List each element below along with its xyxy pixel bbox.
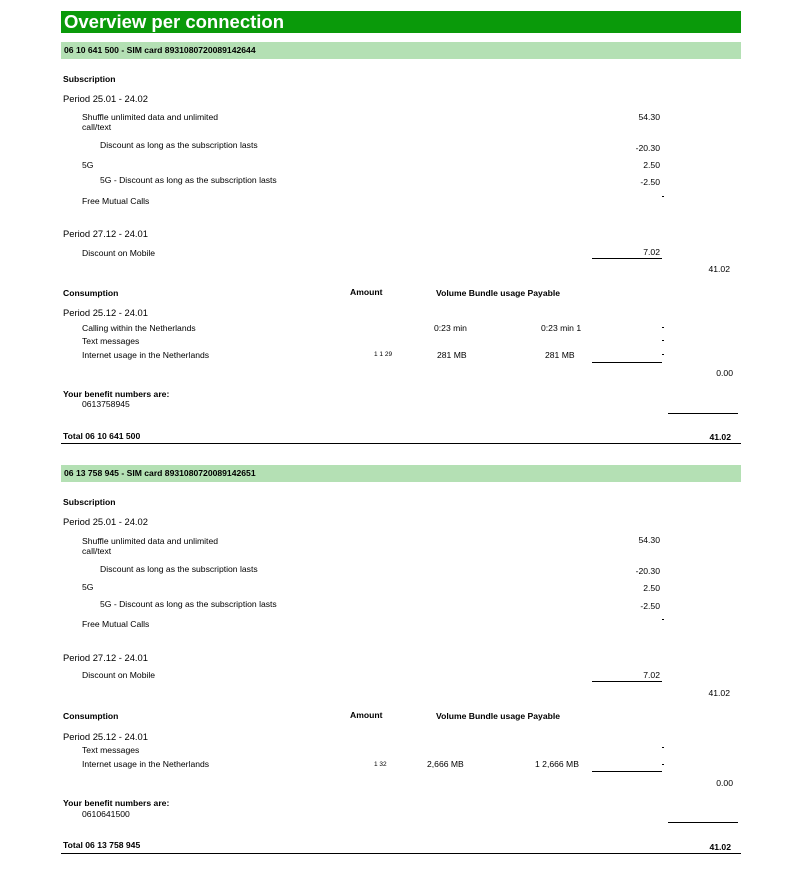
column-volume-header: Volume Bundle usage Payable (436, 711, 561, 721)
dash-mark (662, 619, 664, 620)
dash-mark (662, 747, 664, 748)
overview-title-bar (61, 11, 741, 33)
column-amount-header: Amount (350, 710, 383, 720)
dash-mark (662, 354, 664, 355)
consumption-row-label: Calling within the Netherlands (82, 323, 196, 333)
consumption-period: Period 25.12 - 24.01 (63, 307, 148, 318)
consumption-subtotal: 0.00 (716, 368, 733, 378)
connection-header (61, 465, 741, 482)
connection-total-label: Total 06 10 641 500 (63, 431, 141, 441)
fiveg-discount-amount: -2.50 (640, 177, 660, 187)
mobile-discount-label: Discount on Mobile (82, 248, 156, 258)
consumption-row-label: Internet usage in the Netherlands (82, 350, 210, 360)
consumption-label: Consumption (63, 711, 119, 721)
total-rule (668, 413, 738, 414)
benefit-label: Your benefit numbers are: (63, 798, 170, 808)
consumption-row-bundle: 0:23 min 1 (541, 323, 582, 333)
free-mutual-calls-label: Free Mutual Calls (82, 196, 150, 206)
subscription-item-line2: call/text (82, 122, 112, 132)
column-volume-header: Volume Bundle usage Payable (436, 288, 561, 298)
consumption-row-amount: 1 1 29 (374, 351, 393, 358)
subscription-period: Period 25.01 - 24.02 (63, 93, 148, 104)
column-amount-header: Amount (350, 287, 383, 297)
fiveg-discount-label: 5G - Discount as long as the subscription lasts (100, 599, 277, 609)
connection-total-amount: 41.02 (709, 432, 731, 442)
free-mutual-calls-label: Free Mutual Calls (82, 619, 150, 629)
benefit-number: 0610641500 (82, 809, 130, 819)
subscription-period-2: Period 27.12 - 24.01 (63, 228, 148, 239)
consumption-subtotal: 0.00 (716, 778, 733, 788)
consumption-row-volume: 281 MB (437, 350, 467, 360)
subscription-item-amount: 54.30 (638, 535, 660, 545)
consumption-row-label: Text messages (82, 336, 140, 346)
fiveg-amount: 2.50 (643, 160, 660, 170)
benefit-number: 0613758945 (82, 399, 130, 409)
consumption-row-volume: 2,666 MB (427, 759, 464, 769)
consumption-row-label: Text messages (82, 745, 140, 755)
subscription-item-amount: 54.30 (638, 112, 660, 122)
fiveg-amount: 2.50 (643, 583, 660, 593)
discount-label: Discount as long as the subscription lasts (100, 564, 258, 574)
dash-mark (662, 196, 664, 197)
total-rule (668, 822, 738, 823)
consumption-row-label: Internet usage in the Netherlands (82, 759, 210, 769)
discount-amount: -20.30 (635, 143, 660, 153)
dash-mark (662, 340, 664, 341)
subscription-label: Subscription (63, 497, 116, 507)
connection-total-amount: 41.02 (709, 842, 731, 852)
fiveg-discount-label: 5G - Discount as long as the subscription lasts (100, 175, 277, 185)
mobile-discount-amount: 7.02 (643, 247, 660, 257)
subscription-period: Period 25.01 - 24.02 (63, 516, 148, 527)
subtotal-rule (592, 771, 662, 772)
connection-total-label: Total 06 13 758 945 (63, 840, 141, 850)
connection-header (61, 42, 741, 59)
connection-header-text: 06 10 641 500 - SIM card 8931080720089142644 (64, 45, 256, 55)
subscription-item-line1: Shuffle unlimited data and unlimited (82, 536, 218, 546)
dash-mark (662, 764, 664, 765)
subtotal-rule (592, 362, 662, 363)
fiveg-label: 5G (82, 160, 94, 170)
subscription-item-line2: call/text (82, 546, 112, 556)
mobile-discount-amount: 7.02 (643, 670, 660, 680)
fiveg-discount-amount: -2.50 (640, 601, 660, 611)
discount-label: Discount as long as the subscription lasts (100, 140, 258, 150)
discount-amount: -20.30 (635, 566, 660, 576)
mobile-discount-label: Discount on Mobile (82, 670, 156, 680)
subscription-subtotal: 41.02 (708, 688, 730, 698)
consumption-period: Period 25.12 - 24.01 (63, 731, 148, 742)
benefit-label: Your benefit numbers are: (63, 389, 170, 399)
subscription-item-line1: Shuffle unlimited data and unlimited (82, 112, 218, 122)
subtotal-rule (592, 681, 662, 682)
subscription-subtotal: 41.02 (708, 264, 730, 274)
subscription-period-2: Period 27.12 - 24.01 (63, 652, 148, 663)
consumption-row-bundle: 281 MB (545, 350, 575, 360)
consumption-row-volume: 0:23 min (434, 323, 467, 333)
connection-header-text: 06 13 758 945 - SIM card 8931080720089142651 (64, 468, 256, 478)
section-divider (61, 443, 741, 444)
page-title: Overview per connection (64, 11, 285, 32)
subscription-label: Subscription (63, 74, 116, 84)
subtotal-rule (592, 258, 662, 259)
dash-mark (662, 327, 664, 328)
section-divider (61, 853, 741, 854)
fiveg-label: 5G (82, 582, 94, 592)
consumption-row-bundle: 1 2,666 MB (535, 759, 579, 769)
consumption-label: Consumption (63, 288, 119, 298)
consumption-row-amount: 1 32 (374, 761, 387, 768)
